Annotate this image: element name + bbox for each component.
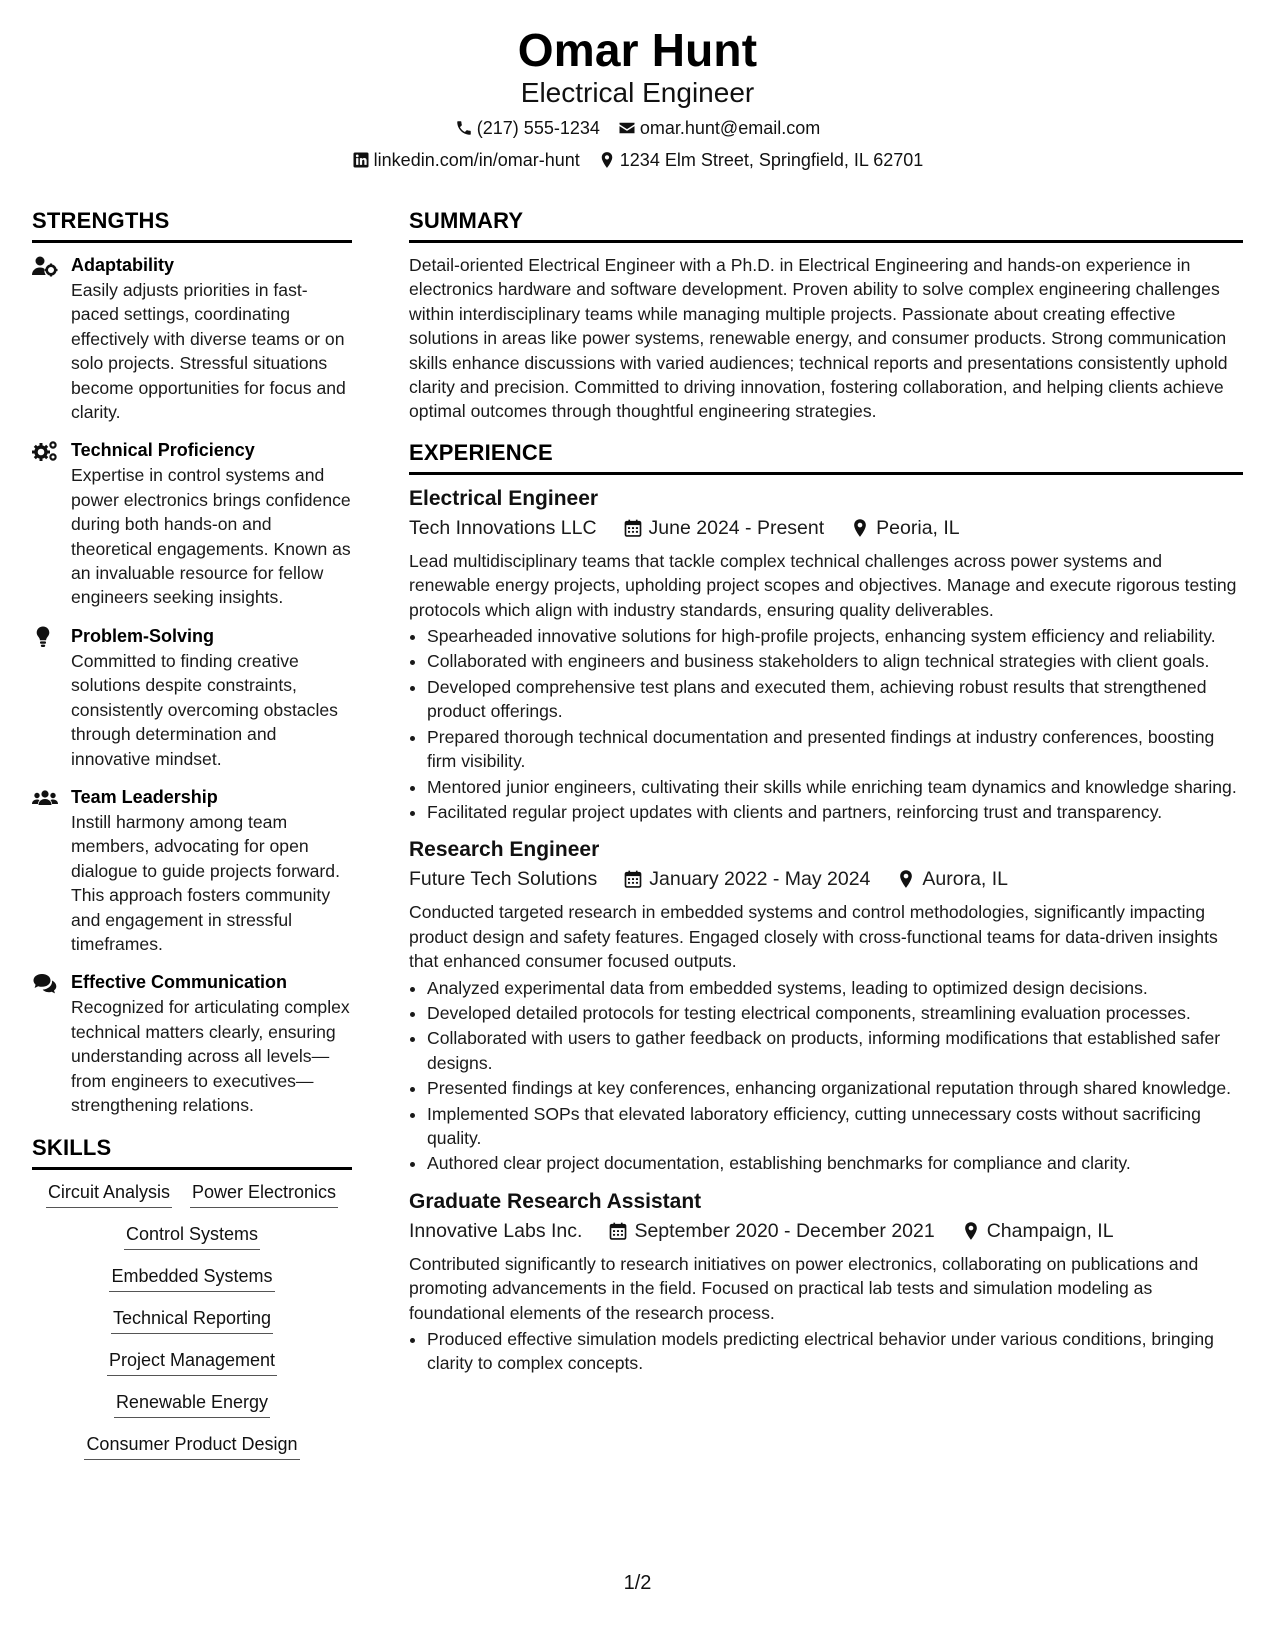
strength-item [32,253,352,424]
contact-line-1 [0,114,1275,142]
job-bullet: • Developed detailed protocols for testing electrical components, streamlining evaluation processes. [427,1001,1243,1025]
strength-title: Problem-Solving [71,625,215,646]
strengths-heading: STRENGTHS [32,208,170,233]
strength-title: Adaptability [71,255,175,275]
job-description: Contributed significantly to research initiatives on power electronics, collaborating on publications and promoting advancements in the field. Focused on practical lab tests and simulation modeling as foundational elements of the research process. [409,1253,1199,1323]
strengths-divider [32,240,352,243]
job-dates: June 2024 - Present [648,516,825,539]
skills-divider [32,1167,352,1170]
map-pin-icon [896,869,916,889]
job-bullet: • Produced effective simulation models predicting electrical behavior under various conditions, bringing clarity to complex concepts. [427,1327,1243,1376]
strength-description: Committed to finding creative solutions despite constraints, consistently overcoming obstacles through determination and innovative mindset. [71,650,338,769]
strength-item [32,438,352,609]
left-column [32,206,352,1474]
strength-title: Effective Communication [71,972,288,993]
phone-text: (217) 555-1234 [476,118,600,138]
skills-row [32,1222,352,1250]
strength-description: Expertise in control systems and power electronics brings confidence during both hands-on and theoretical engagements. Known as an invaluable resource for fellow engineers seeking insights. [71,465,351,608]
job-dates: September 2020 - December 2021 [634,1219,935,1242]
phone-icon [455,119,473,137]
strength-item [32,785,352,956]
strength-title: Technical Proficiency [71,440,255,461]
strength-item [32,970,352,1117]
address-text: 1234 Elm Street, Springfield, IL 62701 [619,150,924,170]
calendar-icon [623,518,643,538]
skill-tag: Technical Reporting [111,1306,273,1334]
job-bullet: • Implemented SOPs that elevated laboratory efficiency, cutting unnecessary costs without sacrificing quality. [427,1102,1243,1151]
contact-line-2 [0,146,1275,174]
job-entry [409,1188,1243,1376]
job-meta [409,1216,1243,1246]
skill-tag: Project Management [107,1348,277,1376]
skills-list [32,1180,352,1460]
map-pin-icon [850,518,870,538]
linkedin-icon [352,151,370,169]
job-description: Lead multidisciplinary teams that tackle complex technical challenges across power systems and renewable energy projects, upholding project scopes and objectives. Manage and execute rigorous testing protocols which align with industry standards, ensuring quality deliverables. [409,550,1237,620]
skill-tag: Control Systems [124,1222,260,1250]
job-entry [409,836,1243,1175]
job-bullets [409,1327,1243,1376]
job-entry [409,485,1243,824]
linkedin-contact [352,146,580,174]
job-bullets [409,976,1243,1176]
job-bullet: • Facilitated regular project updates with clients and partners, reinforcing trust and transparency. [427,800,1243,824]
job-location: Peoria, IL [876,516,960,539]
job-bullet: • Prepared thorough technical documentation and presented findings at industry conferences, boosting firm visibility. [427,725,1243,774]
skills-row [32,1306,352,1334]
job-bullet: • Collaborated with users to gather feedback on products, informing modifications that established safer designs. [427,1026,1243,1075]
job-company: Innovative Labs Inc. [409,1219,583,1242]
job-description: Conducted targeted research in embedded systems and control methodologies, significantly impacting product design and safety features. Engaged closely with cross-functional teams for data-driven insights that enhanced consumer focused outputs. [409,902,1218,972]
job-bullet: • Collaborated with engineers and business stakeholders to align technical strategies with client goals. [427,649,1243,673]
skill-tag: Embedded Systems [109,1264,274,1292]
skills-heading: SKILLS [32,1135,112,1161]
job-bullets [409,624,1243,824]
job-company: Future Tech Solutions [409,868,598,891]
right-column [409,206,1243,1377]
skill-tag: Power Electronics [190,1180,338,1208]
job-meta [409,864,1243,894]
skills-row [32,1348,352,1376]
job-role: Electrical Engineer [409,486,599,510]
skills-row [32,1180,352,1208]
skill-tag: Circuit Analysis [46,1180,172,1208]
email-text: omar.hunt@email.com [639,118,821,138]
calendar-icon [623,869,643,889]
job-bullet: • Presented findings at key conferences, enhancing organizational reputation through shared knowledge. [427,1076,1243,1100]
job-meta [409,513,1243,543]
skill-tag: Consumer Product Design [84,1432,299,1460]
summary-text: Detail-oriented Electrical Engineer with a Ph.D. in Electrical Engineering and hands-on experience in electronics hardware and software development. Proven ability to solve complex engineering challenges within interdisciplinary teams while managing multiple projects. Passionate about creating effective solutions in areas like power systems, renewable energy, and consumer products. Strong communication skills enhance discussions with varied audiences; technical reports and presentations consistently uphold clarity and precision. Committed to driving innovation, fostering collaboration, and helping clients achieve optimal outcomes through thoughtful engineering strategies. [409,255,1228,422]
candidate-name: Omar Hunt [517,24,758,76]
job-company: Tech Innovations LLC [409,516,597,539]
calendar-icon [608,1221,628,1241]
strength-item [32,624,352,771]
lightbulb-icon [32,626,58,648]
job-location: Aurora, IL [922,868,1009,891]
gears-icon [32,440,58,462]
job-location: Champaign, IL [986,1219,1114,1242]
job-role: Graduate Research Assistant [409,1189,702,1213]
comments-icon [32,972,58,994]
job-bullet: • Authored clear project documentation, establishing benchmarks for compliance and clarity. [427,1151,1243,1175]
resume-header [0,22,1275,174]
skills-row [32,1432,352,1460]
address-contact [598,146,924,174]
users-icon [32,787,58,809]
job-role: Research Engineer [409,838,600,862]
summary-heading: SUMMARY [409,208,524,233]
job-bullet: • Developed comprehensive test plans and executed them, achieving robust results that strengthened product offerings. [427,675,1243,724]
experience-heading: EXPERIENCE [409,439,553,465]
map-pin-icon [961,1221,981,1241]
job-bullet: • Spearheaded innovative solutions for high-profile projects, enhancing system efficiency and reliability. [427,624,1243,648]
strength-title: Team Leadership [71,786,218,807]
candidate-title: Electrical Engineer [520,77,755,108]
experience-divider [409,472,1243,475]
map-pin-icon [598,151,616,169]
job-bullet: • Analyzed experimental data from embedded systems, leading to optimized design decisions. [427,976,1243,1000]
user-gear-icon [32,255,58,277]
phone-contact [455,114,600,142]
skill-tag: Renewable Energy [114,1390,270,1418]
summary-divider [409,240,1243,243]
strength-description: Instill harmony among team members, advocating for open dialogue to guide projects forward. This approach fosters community and engagement in stressful timeframes. [71,811,340,954]
envelope-icon [618,119,636,137]
linkedin-text: linkedin.com/in/omar-hunt [373,150,580,170]
email-contact [618,114,820,142]
job-dates: January 2022 - May 2024 [649,868,871,891]
page-number: 1/2 [623,1572,652,1594]
job-bullet: • Mentored junior engineers, cultivating their skills while enriching team dynamics and knowledge sharing. [427,775,1243,799]
strength-description: Easily adjusts priorities in fast-paced settings, coordinating effectively with diverse teams or on solo projects. Stressful situations become opportunities for focus and clarity. [71,280,346,423]
strength-description: Recognized for articulating complex technical matters clearly, ensuring understanding across all levels—from engineers to executives—strengthening relations. [71,997,350,1115]
skills-row [32,1390,352,1418]
skills-row [32,1264,352,1292]
